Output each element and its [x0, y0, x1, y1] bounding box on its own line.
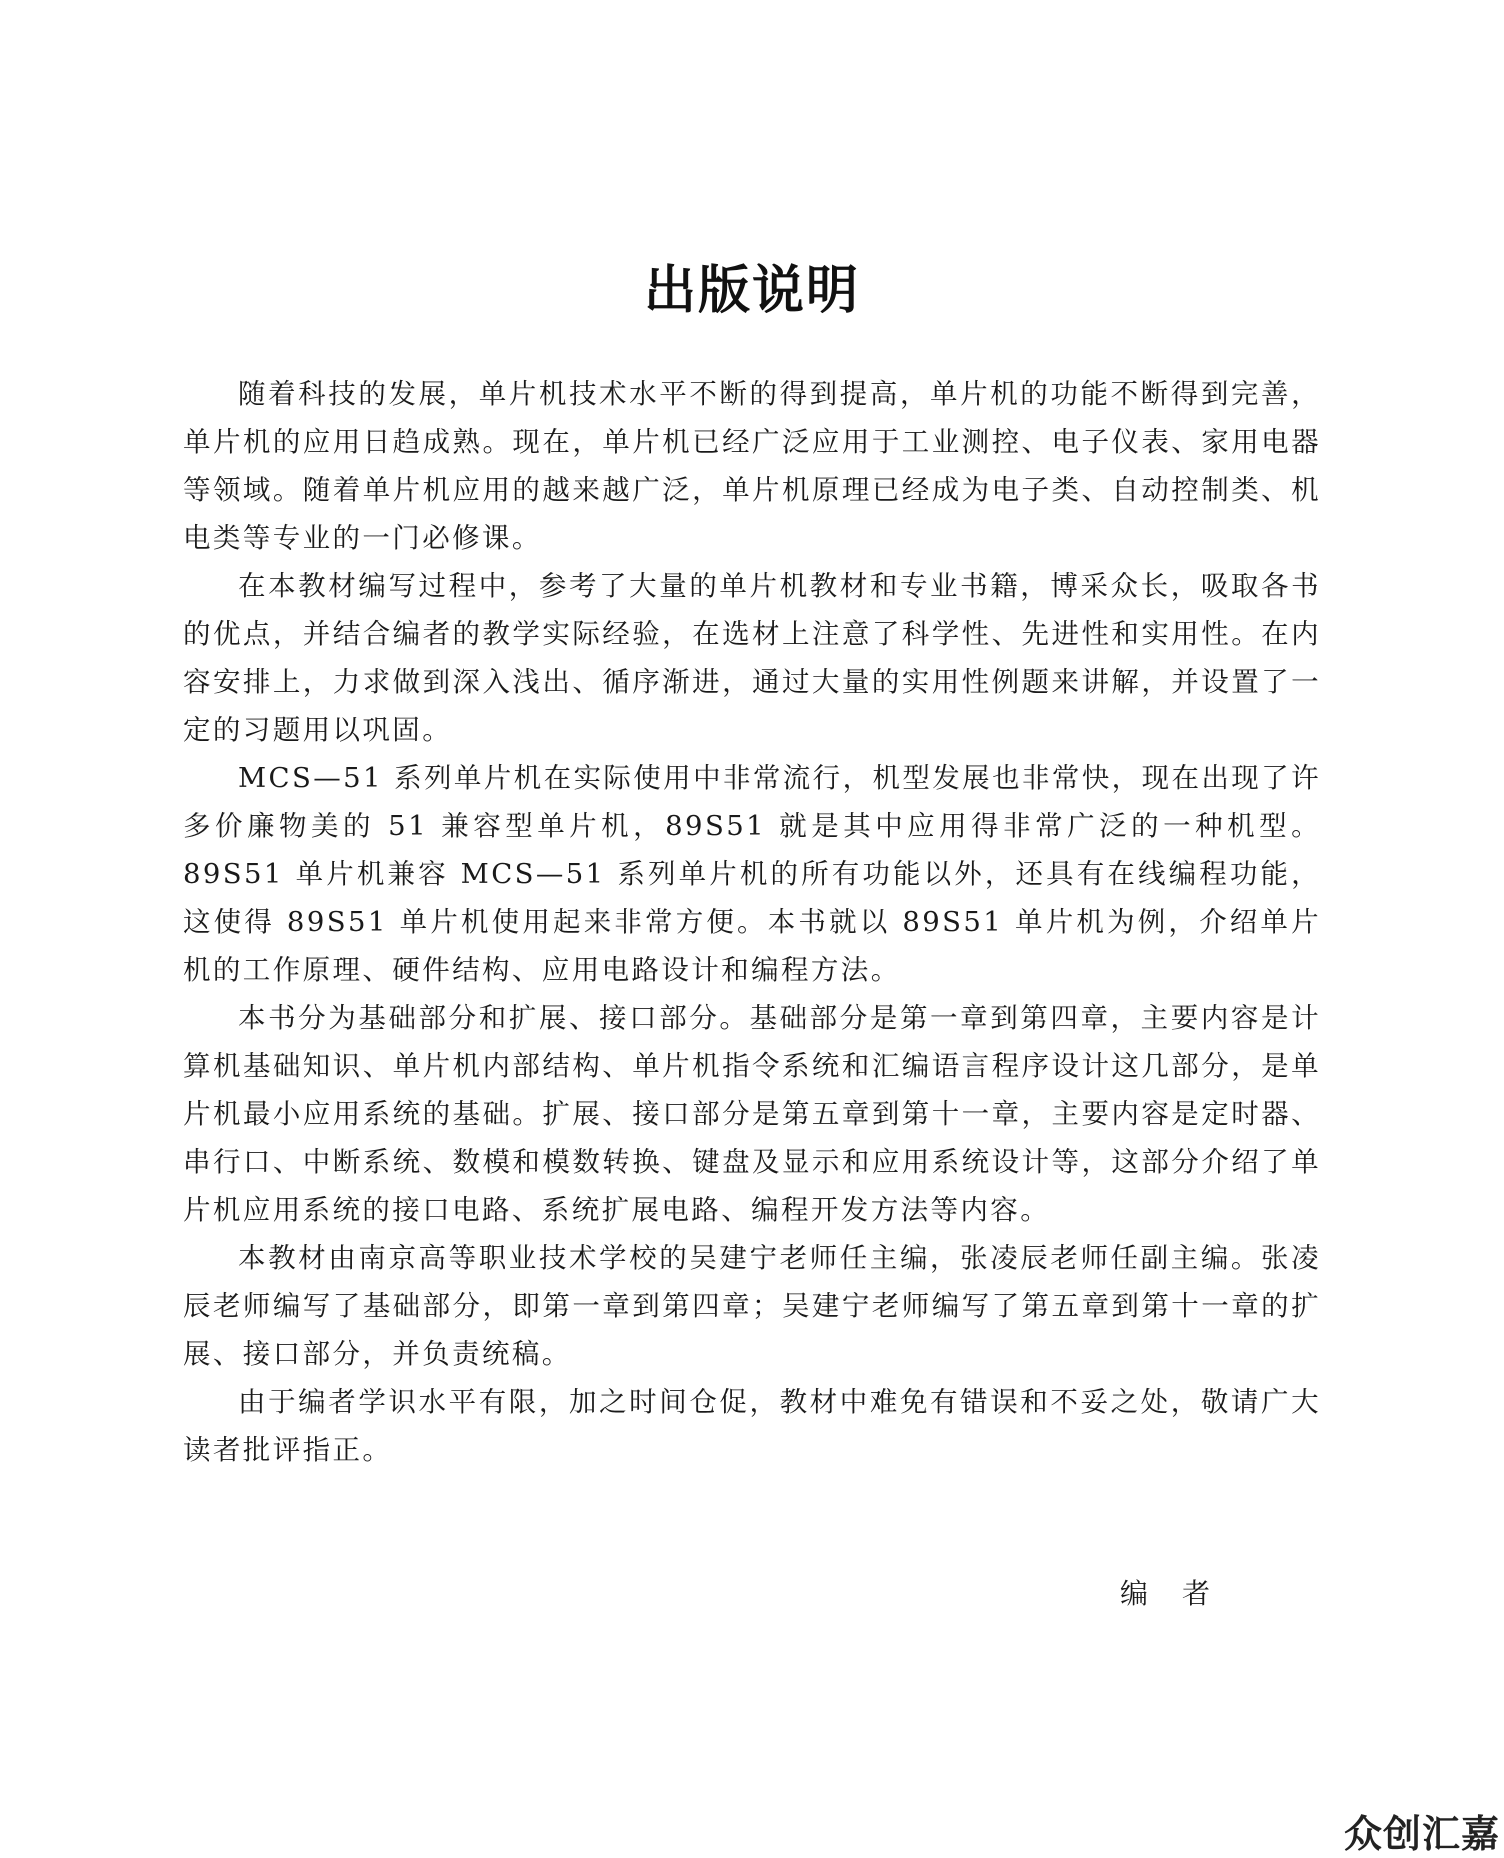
paragraph-3: MCS—51 系列单片机在实际使用中非常流行，机型发展也非常快，现在出现了许多价廉物美的 51 兼容型单片机，89S51 就是其中应用得非常广泛的一种机型。89S51 单片机兼容 MCS—51 系列单片机的所有功能以外，还具有在线编程功能，这使得 89S51 单片机使用起来非常方便。本书就以 89S51 单片机为例，介绍单片机的工作原理、硬件结构、应用电路设计和编程方法。 [183, 762, 1321, 986]
paragraph-6: 由于编者学识水平有限，加之时间仓促，教材中难免有错误和不妥之处，敬请广大读者批评指正。 [183, 1386, 1321, 1466]
paragraph-5: 本教材由南京高等职业技术学校的吴建宁老师任主编，张凌辰老师任副主编。张凌辰老师编写了基础部分，即第一章到第四章；吴建宁老师编写了第五章到第十一章的扩展、接口部分，并负责统稿。 [183, 1242, 1321, 1370]
body-text [183, 370, 1321, 1474]
paragraph-4: 本书分为基础部分和扩展、接口部分。基础部分是第一章到第四章，主要内容是计算机基础知识、单片机内部结构、单片机指令系统和汇编语言程序设计这几部分，是单片机最小应用系统的基础。扩展、接口部分是第五章到第十一章，主要内容是定时器、串行口、中断系统、数模和模数转换、键盘及显示和应用系统设计等，这部分介绍了单片机应用系统的接口电路、系统扩展电路、编程开发方法等内容。 [183, 1002, 1321, 1226]
paragraph-2: 在本教材编写过程中，参考了大量的单片机教材和专业书籍，博采众长，吸取各书的优点，并结合编者的教学实际经验，在选材上注意了科学性、先进性和实用性。在内容安排上，力求做到深入浅出、循序渐进，通过大量的实用性例题来讲解，并设置了一定的习题用以巩固。 [183, 570, 1321, 746]
watermark-logo: 众创汇嘉 [1343, 1812, 1500, 1856]
page-title: 出版说明 [643, 261, 860, 321]
author-signature: 编者 [1120, 1577, 1245, 1610]
paragraph-1: 随着科技的发展，单片机技术水平不断的得到提高，单片机的功能不断得到完善，单片机的应用日趋成熟。现在，单片机已经广泛应用于工业测控、电子仪表、家用电器等领域。随着单片机应用的越来越广泛，单片机原理已经成为电子类、自动控制类、机电类等专业的一门必修课。 [183, 378, 1321, 554]
